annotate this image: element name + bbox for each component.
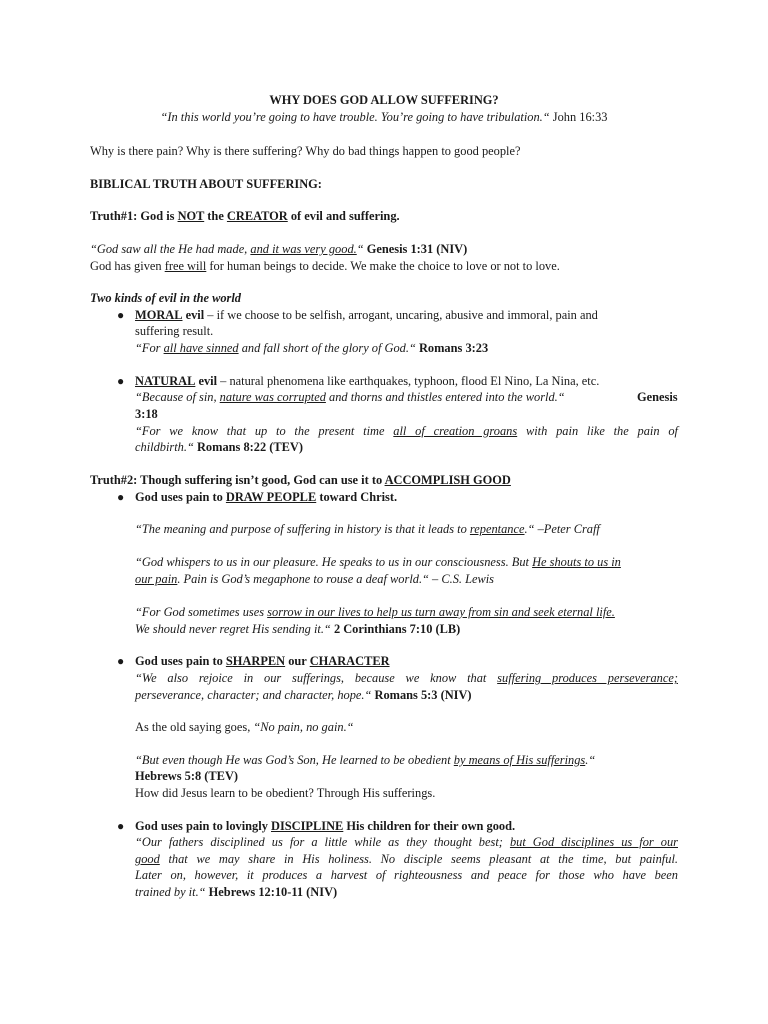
natural-evil: evil xyxy=(198,374,218,388)
draw-a: God uses pain to xyxy=(135,490,226,504)
sharpen-bullet: ● xyxy=(117,654,125,668)
natural-q2-a: “For we know that up to the present time xyxy=(135,424,394,438)
sharpen-heading xyxy=(135,654,390,669)
lewis-b: . Pain is God’s megaphone to rouse a deaf world.“ – C.S. Lewis xyxy=(177,572,495,586)
natural-quote1-line1 xyxy=(135,390,565,405)
rom5-u: suffering produces perseverance; xyxy=(497,671,678,685)
moral-ref: Romans 3:23 xyxy=(418,341,489,355)
saying-q: “No pain, no gain.“ xyxy=(253,720,354,734)
old-saying xyxy=(135,720,354,735)
natural-quote2-line1 xyxy=(135,424,678,439)
moral-q-u: all have sinned xyxy=(163,341,239,355)
lewis-u2: our pain xyxy=(135,572,178,586)
truth2-u: ACCOMPLISH GOOD xyxy=(384,473,511,487)
craff-u: repentance xyxy=(469,522,525,536)
hebrews12-line3: Later on, however, it produces a harvest of righteousness and peace for those who have been xyxy=(135,868,678,882)
heb12-l1-a: “Our fathers disciplined us for a little while as they thought best; xyxy=(135,835,510,849)
hebrews12-line2 xyxy=(135,852,678,867)
natural-q1-u: nature was corrupted xyxy=(219,390,326,404)
truth1-heading xyxy=(90,209,400,224)
moral-bullet: ● xyxy=(117,308,125,322)
rom5-ref: Romans 5:3 (NIV) xyxy=(374,688,472,702)
discipline-bullet: ● xyxy=(117,819,125,833)
natural-quote2-line2 xyxy=(135,440,303,455)
craff-quote xyxy=(135,522,600,537)
heb12-ref: Hebrews 12:10-11 (NIV) xyxy=(208,885,338,899)
moral-q-a: “For xyxy=(135,341,164,355)
genesis-ref: Genesis 1:31 (NIV) xyxy=(366,242,468,256)
truth1-c: of evil and suffering. xyxy=(287,209,400,223)
moral-q-b: and fall short of the glory of God.“ xyxy=(238,341,416,355)
natural-bullet: ● xyxy=(117,374,125,388)
jesus-question: How did Jesus learn to be obedient? Through His sufferings. xyxy=(135,786,436,800)
free-will-line xyxy=(90,259,560,274)
heb5-u: by means of His sufferings xyxy=(453,753,586,767)
subtitle-verse xyxy=(0,110,768,125)
truth1-not: NOT xyxy=(177,209,205,223)
natural-q1-a: “Because of sin, xyxy=(135,390,220,404)
hebrews12-line4 xyxy=(135,885,337,900)
genesis-quote-u: and it was very good. xyxy=(250,242,357,256)
sharpen-u2: CHARACTER xyxy=(309,654,390,668)
natural-q2-u: all of creation groans xyxy=(393,424,518,438)
draw-heading xyxy=(135,490,397,505)
section-heading: BIBLICAL TRUTH ABOUT SUFFERING: xyxy=(90,177,322,191)
moral-rest: – if we choose to be selfish, arrogant, uncaring, abusive and immoral, pain and xyxy=(204,308,598,322)
disc-u: DISCIPLINE xyxy=(271,819,344,833)
natural-q2-ref: Romans 8:22 (TEV) xyxy=(196,440,303,454)
romans5-line2 xyxy=(135,688,472,703)
subtitle-ref: John 16:33 xyxy=(552,110,608,124)
moral-line1 xyxy=(135,308,598,323)
heb5-a: “But even though He was God’s Son, He learned to be obedient xyxy=(135,753,454,767)
hebrews5-ref: Hebrews 5:8 (TEV) xyxy=(135,769,239,783)
craff-b: .“ –Peter Craff xyxy=(524,522,600,536)
heb5-b: .“ xyxy=(585,753,596,767)
natural-q1-ref-b: 3:18 xyxy=(135,407,158,421)
natural-q2-b: with pain like the pain of xyxy=(517,424,678,438)
natural-rest: – natural phenomena like earthquakes, typhoon, flood El Nino, La Nina, etc. xyxy=(217,374,600,388)
heb12-l2-u: good xyxy=(135,852,160,866)
sharpen-a: God uses pain to xyxy=(135,654,226,668)
natural-q1-b: and thorns and thistles entered into the world.“ xyxy=(325,390,565,404)
truth1-creator: CREATOR xyxy=(226,209,288,223)
lewis-line1 xyxy=(135,555,621,570)
corinthians-line1 xyxy=(135,605,615,620)
draw-u: DRAW PEOPLE xyxy=(225,490,317,504)
two-kinds-heading: Two kinds of evil in the world xyxy=(90,291,241,305)
truth1-b: the xyxy=(204,209,227,223)
moral-quote-line xyxy=(135,341,488,356)
page-title: WHY DOES GOD ALLOW SUFFERING? xyxy=(269,93,499,107)
corinthians-line2 xyxy=(135,622,460,637)
genesis-quote-line xyxy=(90,242,467,257)
disc-b: His children for their own good. xyxy=(343,819,516,833)
heb12-l1-u: but God disciplines us for our xyxy=(509,835,678,849)
craff-a: “The meaning and purpose of suffering in history is that it leads to xyxy=(135,522,470,536)
natural-q1-ref-a: Genesis xyxy=(637,390,678,404)
discipline-heading xyxy=(135,819,515,834)
genesis-quote-b: “ xyxy=(356,242,364,256)
sharpen-u1: SHARPEN xyxy=(225,654,286,668)
moral-line2: suffering result. xyxy=(135,324,214,338)
free-will-u: free will xyxy=(164,259,207,273)
truth1-a: Truth#1: God is xyxy=(90,209,178,223)
natural-q2-l2: childbirth.“ xyxy=(135,440,194,454)
lewis-a: “God whispers to us in our pleasure. He speaks to us in our consciousness. But xyxy=(135,555,533,569)
intro-question: Why is there pain? Why is there suffering? Why do bad things happen to good people? xyxy=(90,144,521,158)
truth2-heading xyxy=(90,473,511,488)
rom5-a: “We also rejoice in our sufferings, because we know that xyxy=(135,671,498,685)
genesis-quote-a: “God saw all the He had made, xyxy=(90,242,251,256)
natural-line1 xyxy=(135,374,599,389)
lewis-u1: He shouts to us in xyxy=(532,555,621,569)
hebrews12-line1 xyxy=(135,835,678,850)
saying-a: As the old saying goes, xyxy=(135,720,254,734)
natural-word: NATURAL xyxy=(135,374,196,388)
draw-bullet: ● xyxy=(117,490,125,504)
sharpen-b: our xyxy=(285,654,310,668)
moral-word: MORAL xyxy=(135,308,183,322)
cor-u: sorrow in our lives to help us turn away from sin and seek eternal life. xyxy=(267,605,615,619)
cor-ref: 2 Corinthians 7:10 (LB) xyxy=(333,622,461,636)
disc-a: God uses pain to lovingly xyxy=(135,819,271,833)
lewis-line2 xyxy=(135,572,494,587)
hebrews5-line1 xyxy=(135,753,595,768)
romans5-line1 xyxy=(135,671,678,686)
free-will-b: for human beings to decide. We make the choice to love or not to love. xyxy=(206,259,560,273)
cor-l2: We should never regret His sending it.“ xyxy=(135,622,331,636)
rom5-l2: perseverance, character; and character, hope.“ xyxy=(135,688,372,702)
draw-b: toward Christ. xyxy=(316,490,398,504)
free-will-a: God has given xyxy=(90,259,165,273)
subtitle-quote: “In this world you’re going to have trouble. You’re going to have tribulation.“ xyxy=(160,110,550,124)
heb12-l2-b: that we may share in His holiness. No disciple seems pleasant at the time, but painful. xyxy=(159,852,678,866)
heb12-l4: trained by it.“ xyxy=(135,885,206,899)
cor-a: “For God sometimes uses xyxy=(135,605,268,619)
truth2-a: Truth#2: Though suffering isn’t good, God can use it to xyxy=(90,473,385,487)
moral-evil: evil xyxy=(185,308,205,322)
